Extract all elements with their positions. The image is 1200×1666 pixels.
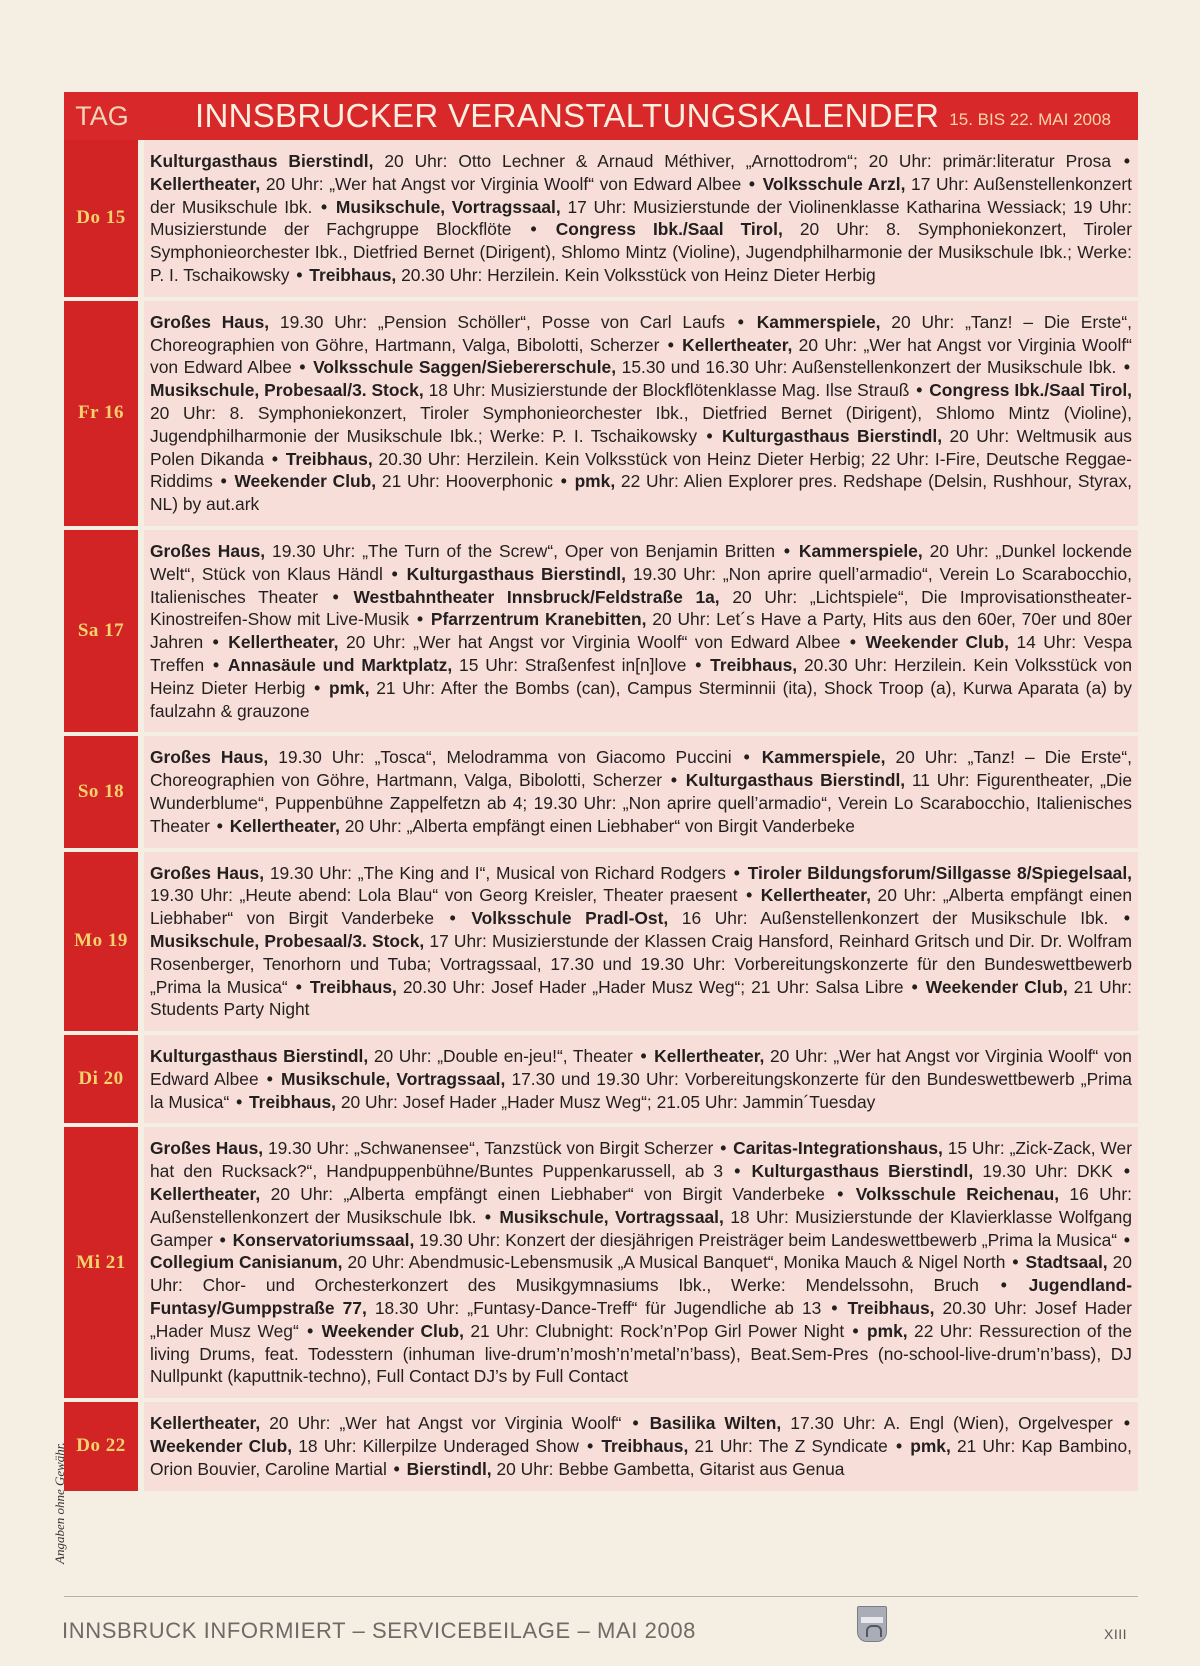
event-details: 20 Uhr: Bebbe Gambetta, Gitarist aus Genua [496,1458,845,1479]
event-details: 18 Uhr: Musizierstunde der Klavierklasse Wolfgang Gamper [150,1206,1132,1250]
event-details: 21 Uhr: Hooverphonic [381,471,553,492]
event-venue: Volksschule Saggen/Siebererschule, [313,357,617,378]
event-venue: Kammerspiele, [756,311,881,332]
event-details: 20.30 Uhr: Herzilein. Kein Volksstück von Heinz Dieter Herbig; 22 Uhr: I-Fire, Deutsche Reggae-Riddims [150,448,1132,492]
page-number: XIII [1104,1626,1128,1642]
footer-publication: INNSBRUCK INFORMIERT – SERVICEBEILAGE – MAI 2008 [62,1618,696,1643]
event-venue: Kellertheater, [150,1413,261,1434]
event-details: 20.30 Uhr: Josef Hader „Hader Musz Weg“ [150,1298,1132,1341]
event-details: 19.30 Uhr: „Schwanensee“, Tanzstück von Birgit Scherzer [267,1138,714,1159]
day-events: Großes Haus, 19.30 Uhr: „Schwanensee“, Tanzstück von Birgit Scherzer • Caritas-Integrationshaus, 15 Uhr: „Zick-Zack, Wer hat den Rucksack?“, Handpuppenbühne/Buntes Puppenkarussell, ab 3 • Kulturgasthaus Bierstindl, 19.30 Uhr: DKK • Kellertheater, 20 Uhr: „Alberta empfängt einen Liebhaber“ von Birgit Vanderbeke • Volksschule Reichenau, 16 Uhr: Außenstellenkonzert der Musikschule Ibk. • Musikschule, Vortragssaal, 18 Uhr: Musizierstunde der Klavierklasse Wolfgang Gamper • Konservatoriumssaal, 19.30 Uhr: Konzert der diesjährigen Preisträger beim Landeswettbewerb „Prima la Musica“ • Collegium Canisianum, 20 Uhr: Abendmusic-Lebensmusik „A Musical Banquet“, Monika Mauch & Nigel North • Stadtsaal, 20 Uhr: Chor- und Orchesterkonzert des Musikgymnasiums Ibk., Werke: Mendelssohn, Bruch • Jugendland-Funtasy/Gumppstraße 77, 18.30 Uhr: „Funtasy-Dance-Treff“ für Jugendliche ab 13 • Treibhaus, 20.30 Uhr: Josef Hader „Hader Musz Weg“ • Weekender Club, 21 Uhr: Clubnight: Rock’n’Pop Girl Power Night • pmk, 22 Uhr: Ressurection of the living Drums, feat. Todesstern (inhuman live-drum’n’mosh’n’metal’n’bass), Beat.Sem-Pres (no-school-live-drum’n’bass), DJ Nullpunkt (kaputtnik-techno), Full Contact DJ’s by Full Contact [144,1127,1138,1398]
event-venue: Basilika Wilten, [649,1413,782,1434]
day-label: Sa 17 [64,530,138,732]
event-details: 19.30 Uhr: Konzert der diesjährigen Preisträger beim Landeswettbewerb „Prima la Musica“ [419,1229,1118,1250]
event-details: 19.30 Uhr: DKK [982,1161,1113,1182]
day-row [64,140,1138,297]
day-row [64,1402,1138,1490]
event-details: 11 Uhr: Figurentheater, „Die Wunderblume“, Puppenbühne Zappelfetzn ab 4; 19.30 Uhr: „Non aprire quell’armadio“, Verein Lo Scarabocchio, Italienisches Theater [150,770,1132,836]
day-row [64,301,1138,526]
day-row [64,1035,1138,1123]
event-venue: Westbahntheater Innsbruck/Feldstraße 1a, [353,586,720,607]
event-venue: Treibhaus, [309,976,397,997]
event-details: 22 Uhr: Ressurection of the living Drums, feat. Todesstern (inhuman live-drum’n’mosh’n’metal’n’bass), Beat.Sem-Pres (no-school-live-drum’n’bass), DJ Nullpunkt (kaputtnik-techno), Full Contact DJ’s by Full Contact [150,1320,1132,1387]
event-venue: Treibhaus, [710,654,798,675]
event-details: 20 Uhr: „Tanz! – Die Erste“, Choreographien von Göhre, Hartmann, Valga, Bibolotti, Scherzer [150,311,1132,355]
event-details: 19.30 Uhr: „Tosca“, Melodramma von Giacomo Puccini [278,747,732,768]
event-details: 16 Uhr: Außenstellenkonzert der Musikschule Ibk. [681,908,1109,929]
event-venue: Jugendland-Funtasy/Gumppstraße 77, [150,1275,1132,1319]
event-venue: pmk, [910,1436,951,1457]
event-venue: Stadtsaal, [1025,1252,1108,1273]
day-events: Kellertheater, 20 Uhr: „Wer hat Angst vor Virginia Woolf“ • Basilika Wilten, 17.30 Uhr: A. Engl (Wien), Orgelvesper • Weekender Club, 18 Uhr: Killerpilze Underaged Show • Treibhaus, 21 Uhr: The Z Syndicate • pmk, 21 Uhr: Kap Bambino, Orion Bouvier, Caroline Martial • Bierstindl, 20 Uhr: Bebbe Gambetta, Gitarist aus Genua [144,1402,1138,1490]
event-venue: Kellertheater, [682,334,793,355]
event-details: 17.30 und 19.30 Uhr: Vorbereitungskonzerte für den Bundeswettbewerb „Prima la Musica“ [150,1068,1132,1112]
event-venue: Großes Haus, [150,540,266,561]
day-row [64,852,1138,1032]
event-calendar-list [64,140,1138,1495]
event-venue: Pfarrzentrum Kranebitten, [430,609,647,630]
event-venue: Kulturgasthaus Bierstindl, [150,151,374,171]
event-venue: Kellertheater, [150,173,261,194]
event-venue: Weekender Club, [234,471,377,492]
event-venue: Weekender Club, [925,976,1068,997]
day-row [64,1127,1138,1398]
event-venue: Weekender Club, [150,1436,293,1457]
day-label: Do 15 [64,140,138,297]
event-venue: Musikschule, Probesaal/3. Stock, [150,930,425,951]
day-label: So 18 [64,736,138,847]
event-venue: Kellertheater, [150,1184,261,1205]
event-details: 21 Uhr: Clubnight: Rock’n’Pop Girl Power Night [470,1320,845,1341]
event-venue: Musikschule, Probesaal/3. Stock, [150,380,424,401]
event-details: 16 Uhr: Außenstellenkonzert der Musikschule Ibk. [150,1184,1132,1227]
day-label: Do 22 [64,1402,138,1490]
event-venue: Bierstindl, [406,1458,492,1479]
event-venue: Congress Ibk./Saal Tirol, [929,380,1132,401]
day-events: Kulturgasthaus Bierstindl, 20 Uhr: „Double en-jeu!“, Theater • Kellertheater, 20 Uhr: „Wer hat Angst vor Virginia Woolf“ von Edward Albee • Musikschule, Vortragssaal, 17.30 und 19.30 Uhr: Vorbereitungskonzerte für den Bundeswettbewerb „Prima la Musica“ • Treibhaus, 20 Uhr: Josef Hader „Hader Musz Weg“; 21.05 Uhr: Jammin´Tuesday [144,1035,1138,1123]
event-details: 15 Uhr: „Zick-Zack, Wer hat den Rucksack?“, Handpuppenbühne/Buntes Puppenkarussell, ab 3 [150,1138,1132,1182]
event-venue: Annasäule und Marktplatz, [227,654,453,675]
event-details: 20 Uhr: „Wer hat Angst vor Virginia Woolf“ von Edward Albee [150,334,1132,378]
event-details: 19.30 Uhr: „The Turn of the Screw“, Oper von Benjamin Britten [272,540,776,561]
event-venue: Kulturgasthaus Bierstindl, [406,563,626,584]
event-details: 18 Uhr: Killerpilze Underaged Show [298,1436,579,1457]
event-venue: Großes Haus, [150,862,265,883]
event-details: 20.30 Uhr: Herzilein. Kein Volksstück von Heinz Dieter Herbig [401,264,876,285]
day-label: Di 20 [64,1035,138,1123]
calendar-header [64,92,1138,140]
disclaimer-note: Angaben ohne Gewähr. [52,1442,67,1564]
calendar-title: INNSBRUCKER VERANSTALTUNGSKALENDER [195,97,940,134]
event-details: 21 Uhr: Students Party Night [150,976,1132,1020]
event-details: 18.30 Uhr: „Funtasy-Dance-Treff“ für Jugendliche ab 13 [374,1298,822,1319]
event-details: 17 Uhr: Musizierstunde der Violinenklasse Katharina Wessiack; 19 Uhr: Musizierstunde der Fachgruppe Blockflöte [150,196,1132,240]
event-details: 19.30 Uhr: „The King and I“, Musical von Richard Rodgers [269,862,727,883]
event-details: 21 Uhr: The Z Syndicate [694,1436,888,1457]
event-venue: Musikschule, Vortragssaal, [335,196,561,217]
day-events: Großes Haus, 19.30 Uhr: „Pension Schöller“, Posse von Carl Laufs • Kammerspiele, 20 Uhr: „Tanz! – Die Erste“, Choreographien von Göhre, Hartmann, Valga, Bibolotti, Scherzer • Kellertheater, 20 Uhr: „Wer hat Angst vor Virginia Woolf“ von Edward Albee • Volksschule Saggen/Siebererschule, 15.30 und 16.30 Uhr: Außenstellenkonzert der Musikschule Ibk. • Musikschule, Probesaal/3. Stock, 18 Uhr: Musizierstunde der Blockflötenklasse Mag. Ilse Strauß • Congress Ibk./Saal Tirol, 20 Uhr: 8. Symphoniekonzert, Tiroler Symphonieorchester Ibk., Dietfried Bernet (Dirigent), Shlomo Mintz (Violine), Jugendphilharmonie der Musikschule Ibk.; Werke: P. I. Tschaikowsky • Kulturgasthaus Bierstindl, 20 Uhr: Weltmusik aus Polen Dikanda • Treibhaus, 20.30 Uhr: Herzilein. Kein Volksstück von Heinz Dieter Herbig; 22 Uhr: I-Fire, Deutsche Reggae-Riddims • Weekender Club, 21 Uhr: Hooverphonic • pmk, 22 Uhr: Alien Explorer pres. Redshape (Delsin, Rushhour, Styrax, NL) by aut.ark [144,301,1138,526]
event-venue: Kulturgasthaus Bierstindl, [751,1161,974,1182]
event-venue: Großes Haus, [150,1138,264,1159]
event-venue: Kammerspiele, [761,747,886,768]
event-venue: Weekender Club, [865,632,1009,653]
event-details: 20 Uhr: Weltmusik aus Polen Dikanda [150,425,1132,469]
event-venue: Volksschule Pradl-Ost, [471,908,669,929]
event-details: 19.30 Uhr: „Pension Schöller“, Posse von Carl Laufs [279,311,725,332]
event-details: 20 Uhr: „Lichtspiele“, Die Improvisationstheater-Kinostreifen-Show mit Live-Musik [150,586,1132,630]
event-details: 14 Uhr: Vespa Treffen [150,632,1132,675]
event-venue: Collegium Canisianum, [150,1252,343,1273]
day-column-label: TAG [75,100,129,131]
event-details: 19.30 Uhr: „Non aprire quell’armadio“, Verein Lo Scarabocchio, Italienisches Theater [150,563,1132,607]
day-label: Mi 21 [64,1127,138,1398]
event-details: 21 Uhr: Kap Bambino, Orion Bouvier, Caroline Martial [150,1436,1132,1479]
event-venue: Volksschule Arzl, [762,173,906,194]
event-venue: Kulturgasthaus Bierstindl, [722,425,943,446]
event-details: 20 Uhr: „Tanz! – Die Erste“, Choreographien von Göhre, Hartmann, Valga, Bibolotti, Scherzer [150,747,1132,791]
event-details: 20 Uhr: „Alberta empfängt einen Liebhaber“ von Birgit Vanderbeke [150,885,1132,929]
event-venue: Kellertheater, [229,815,340,836]
day-label: Mo 19 [64,852,138,1032]
event-venue: Treibhaus, [309,264,397,285]
calendar-date-range: 15. BIS 22. MAI 2008 [949,110,1111,129]
event-venue: Kellertheater, [654,1046,765,1067]
event-details: 20 Uhr: „Wer hat Angst vor Virginia Woolf“ [269,1413,622,1434]
event-details: 20 Uhr: „Double en-jeu!“, Theater [373,1046,633,1067]
event-venue: Treibhaus, [601,1436,689,1457]
event-venue: pmk, [867,1320,908,1341]
event-venue: Volksschule Reichenau, [855,1184,1060,1205]
event-venue: Großes Haus, [150,311,270,332]
event-venue: Kellertheater, [760,885,871,906]
event-details: 20 Uhr: 8. Symphoniekonzert, Tiroler Symphonieorchester Ibk., Dietfried Bernet (Dirigent), Shlomo Mintz (Violine), Jugendphilharmonie der Musikschule Ibk.; Werke: P. I. Tschaikowsky [150,219,1132,285]
event-details: 17.30 Uhr: A. Engl (Wien), Orgelvesper [790,1413,1113,1434]
event-details: 15 Uhr: Straßenfest in[n]love [459,654,687,675]
day-events: Großes Haus, 19.30 Uhr: „The Turn of the Screw“, Oper von Benjamin Britten • Kammerspiele, 20 Uhr: „Dunkel lockende Welt“, Stück von Klaus Händl • Kulturgasthaus Bierstindl, 19.30 Uhr: „Non aprire quell’armadio“, Verein Lo Scarabocchio, Italienisches Theater • Westbahntheater Innsbruck/Feldstraße 1a, 20 Uhr: „Lichtspiele“, Die Improvisationstheater-Kinostreifen-Show mit Live-Musik • Pfarrzentrum Kranebitten, 20 Uhr: Let´s Have a Party, Hits aus den 60er, 70er und 80er Jahren • Kellertheater, 20 Uhr: „Wer hat Angst vor Virginia Woolf“ von Edward Albee • Weekender Club, 14 Uhr: Vespa Treffen • Annasäule und Marktplatz, 15 Uhr: Straßenfest in[n]love • Treibhaus, 20.30 Uhr: Herzilein. Kein Volksstück von Heinz Dieter Herbig • pmk, 21 Uhr: After the Bombs (can), Campus Sterminnii (ita), Shock Troop (a), Kurwa Aparata (a) by faulzahn & grauzone [144,530,1138,732]
day-row [64,530,1138,732]
event-details: 20 Uhr: „Dunkel lockende Welt“, Stück von Klaus Händl [150,540,1132,584]
event-details: 20 Uhr: Abendmusic-Lebensmusik „A Musical Banquet“, Monika Mauch & Nigel North [347,1252,1006,1273]
event-details: 15.30 und 16.30 Uhr: Außenstellenkonzert der Musikschule Ibk. [621,357,1117,378]
event-venue: Treibhaus, [847,1298,935,1319]
event-venue: Treibhaus, [249,1091,336,1112]
day-events: Großes Haus, 19.30 Uhr: „The King and I“, Musical von Richard Rodgers • Tiroler Bildungsforum/Sillgasse 8/Spiegelsaal, 19.30 Uhr: „Heute abend: Lola Blau“ von Georg Kreisler, Theater praesent • Kellertheater, 20 Uhr: „Alberta empfängt einen Liebhaber“ von Birgit Vanderbeke • Volksschule Pradl-Ost, 16 Uhr: Außenstellenkonzert der Musikschule Ibk. • Musikschule, Probesaal/3. Stock, 17 Uhr: Musizierstunde der Klassen Craig Hansford, Reinhard Gritsch und Dir. Dr. Wolfram Rosenberger, Tenorhorn und Tuba; Vortragssaal, 17.30 und 19.30 Uhr: Vorbereitungskonzerte für den Bundeswettbewerb „Prima la Musica“ • Treibhaus, 20.30 Uhr: Josef Hader „Hader Musz Weg“; 21 Uhr: Salsa Libre • Weekender Club, 21 Uhr: Students Party Night [144,852,1138,1032]
event-venue: Kulturgasthaus Bierstindl, [685,770,906,791]
event-details: 20.30 Uhr: Josef Hader „Hader Musz Weg“; 21 Uhr: Salsa Libre [402,976,904,997]
event-details: 20 Uhr: „Wer hat Angst vor Virginia Woolf“ von Edward Albee [265,173,742,194]
event-venue: Konservatoriumssaal, [232,1229,415,1250]
event-venue: Congress Ibk./Saal Tirol, [555,219,783,240]
event-details: 20 Uhr: Chor- und Orchesterkonzert des Musikgymnasiums Ibk., Werke: Mendelssohn, Bruch [150,1252,1132,1296]
day-events: Kulturgasthaus Bierstindl, 20 Uhr: Otto Lechner & Arnaud Méthiver, „Arnottodrom“; 20 Uhr: primär:literatur Prosa • Kellertheater, 20 Uhr: „Wer hat Angst vor Virginia Woolf“ von Edward Albee • Volksschule Arzl, 17 Uhr: Außenstellenkonzert der Musikschule Ibk. • Musikschule, Vortragssaal, 17 Uhr: Musizierstunde der Violinenklasse Katharina Wessiack; 19 Uhr: Musizierstunde der Fachgruppe Blockflöte • Congress Ibk./Saal Tirol, 20 Uhr: 8. Symphoniekonzert, Tiroler Symphonieorchester Ibk., Dietfried Bernet (Dirigent), Shlomo Mintz (Violine), Jugendphilharmonie der Musikschule Ibk.; Werke: P. I. Tschaikowsky • Treibhaus, 20.30 Uhr: Herzilein. Kein Volksstück von Heinz Dieter Herbig [144,140,1138,297]
event-details: 22 Uhr: Alien Explorer pres. Redshape (Delsin, Rushhour, Styrax, NL) by aut.ark [150,471,1132,515]
event-details: 20.30 Uhr: Herzilein. Kein Volksstück von Heinz Dieter Herbig [150,654,1132,698]
event-venue: Musikschule, Vortragssaal, [499,1206,724,1227]
event-venue: pmk, [574,471,616,492]
event-details: 17 Uhr: Außenstellenkonzert der Musikschule Ibk. [150,173,1132,217]
event-details: 18 Uhr: Musizierstunde der Blockflötenklasse Mag. Ilse Strauß [428,380,910,401]
event-venue: Treibhaus, [285,448,373,469]
day-row [64,736,1138,847]
event-details: 17 Uhr: Musizierstunde der Klassen Craig Hansford, Reinhard Gritsch und Dir. Dr. Wolfram Rosenberger, Tenorhorn und Tuba; Vortragssaal, 17.30 und 19.30 Uhr: Vorbereitungskonzerte für den Bundeswettbewerb „Prima la Musica“ [150,930,1132,997]
event-details: 20 Uhr: „Wer hat Angst vor Virginia Woolf“ von Edward Albee [150,1046,1132,1089]
event-details: 20 Uhr: Josef Hader „Hader Musz Weg“; 21.05 Uhr: Jammin´Tuesday [340,1091,876,1112]
innsbruck-coat-of-arms-icon [857,1606,887,1642]
event-venue: Kammerspiele, [798,540,923,561]
event-details: 20 Uhr: „Alberta empfängt einen Liebhaber“ von Birgit Vanderbeke [344,815,855,836]
event-details: 20 Uhr: 8. Symphoniekonzert, Tiroler Symphonieorchester Ibk., Dietfried Bernet (Dirigent), Shlomo Mintz (Violine), Jugendphilharmonie der Musikschule Ibk.; Werke: P. I. Tschaikowsky [150,402,1132,446]
event-details: 19.30 Uhr: „Heute abend: Lola Blau“ von Georg Kreisler, Theater praesent [150,885,738,906]
event-venue: Musikschule, Vortragssaal, [281,1068,506,1089]
event-venue: Kulturgasthaus Bierstindl, [150,1046,369,1067]
event-venue: Caritas-Integrationshaus, [733,1138,943,1159]
event-details: 20 Uhr: „Alberta empfängt einen Liebhaber“ von Birgit Vanderbeke [270,1184,825,1205]
event-venue: Kellertheater, [228,632,339,653]
event-details: 20 Uhr: Let´s Have a Party, Hits aus den 60er, 70er und 80er Jahren [150,609,1132,653]
day-label: Fr 16 [64,301,138,526]
event-details: 21 Uhr: After the Bombs (can), Campus Sterminnii (ita), Shock Troop (a), Kurwa Aparata (a) by faulzahn & grauzone [150,677,1132,721]
day-events: Großes Haus, 19.30 Uhr: „Tosca“, Melodramma von Giacomo Puccini • Kammerspiele, 20 Uhr: „Tanz! – Die Erste“, Choreographien von Göhre, Hartmann, Valga, Bibolotti, Scherzer • Kulturgasthaus Bierstindl, 11 Uhr: Figurentheater, „Die Wunderblume“, Puppenbühne Zappelfetzn ab 4; 19.30 Uhr: „Non aprire quell’armadio“, Verein Lo Scarabocchio, Italienisches Theater • Kellertheater, 20 Uhr: „Alberta empfängt einen Liebhaber“ von Birgit Vanderbeke [144,736,1138,847]
event-details: 20 Uhr: „Wer hat Angst vor Virginia Woolf“ von Edward Albee [345,632,841,653]
footer-divider [64,1596,1138,1597]
event-venue: Weekender Club, [321,1320,464,1341]
event-venue: Großes Haus, [150,747,269,768]
event-venue: Tiroler Bildungsforum/Sillgasse 8/Spiegelsaal, [747,862,1132,883]
event-venue: pmk, [328,677,370,698]
event-details: 20 Uhr: Otto Lechner & Arnaud Méthiver, „Arnottodrom“; 20 Uhr: primär:literatur Prosa [384,151,1112,171]
